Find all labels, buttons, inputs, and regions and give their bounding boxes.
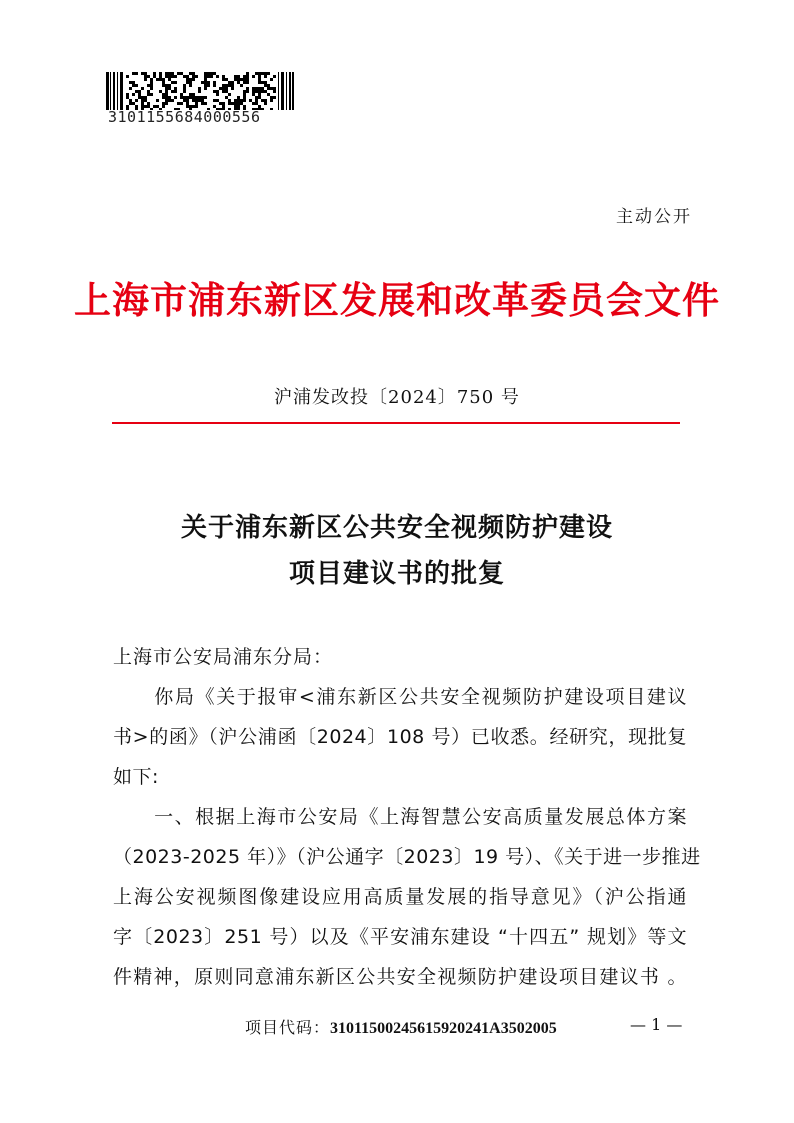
disclosure-label: 主动公开 — [616, 207, 692, 227]
barcode-image — [106, 72, 294, 110]
document-number: 沪浦发改投〔2024〕750 号 — [274, 387, 520, 408]
red-divider — [112, 422, 680, 424]
document-subject — [0, 505, 794, 597]
body-line: 你局《关于报审<浦东新区公共安全视频防护建设项目建议 — [113, 686, 687, 708]
body-line: 件精神，原则同意浦东新区公共安全视频防护建设项目建议书 。 — [113, 966, 687, 988]
body-line: 如下: — [113, 766, 159, 788]
project-code-label: 项目代码： — [245, 1018, 331, 1037]
page-number: — 1 — — [630, 1015, 683, 1034]
project-code — [245, 1015, 557, 1038]
subject-line-1: 关于浦东新区公共安全视频防护建设 — [180, 513, 613, 543]
body-line: 一、根据上海市公安局《上海智慧公安高质量发展总体方案 — [113, 806, 687, 828]
body-line: 上海公安视频图像建设应用高质量发展的指导意见》（沪公指通 — [113, 886, 687, 908]
header-title: 上海市浦东新区发展和改革委员会文件 — [74, 278, 720, 322]
body-line: 书>的函》（沪公浦函〔2024〕108 号）已收悉。经研究，现批复 — [113, 726, 687, 748]
body-line: 字〔2023〕251 号）以及《平安浦东建设 “十四五” 规划》等文 — [113, 926, 687, 948]
addressee: 上海市公安局浦东分局： — [113, 646, 334, 668]
barcode-number: 3101155684000556 — [108, 108, 261, 126]
subject-line-2: 项目建议书的批复 — [288, 559, 505, 589]
body-line: （2023-2025 年）》（沪公通字〔2023〕19 号）、《关于进一步推进 — [113, 846, 701, 868]
project-code-value: 31011500245615920241A3502005 — [330, 1020, 557, 1037]
